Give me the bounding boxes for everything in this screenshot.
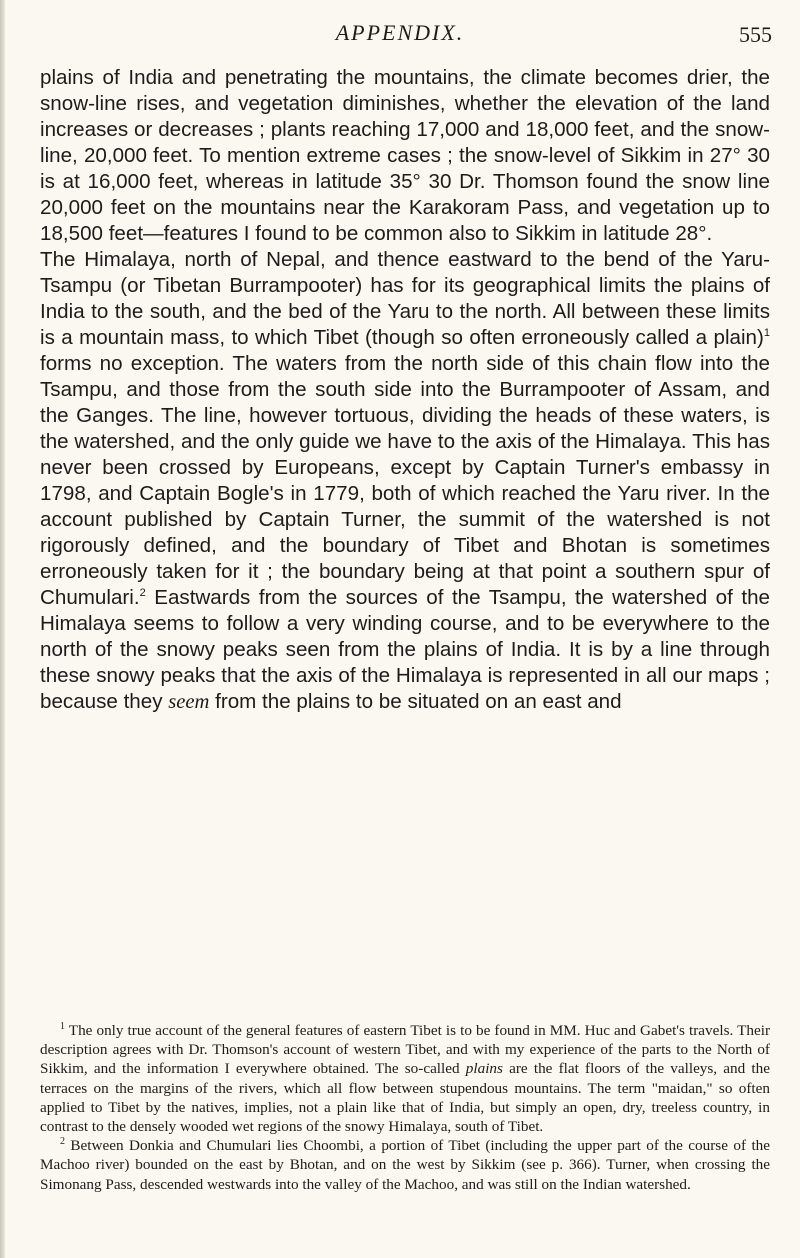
page-number: 555: [739, 22, 772, 47]
footnote-1-part-b: are the flat floors of the valleys, and the terraces on the margins of the rivers, which all flow between stupendous mountains. The term "maidan," so often applied to Tibet by the natives, implies, not a plain like that of India, but simply an open, dry, treeless country, in contrast to the densely wooded wet regions of the snowy Himalaya, south of Tibet.: [40, 1060, 770, 1136]
paragraph-2-part-a: The Himalaya, north of Nepal, and thence eastward to the bend of the Yaru-Tsampu (or Tibetan Burrampooter) has for its geographical limits the plains of India to the south, and the bed of the Yaru to the north. All between these limits is a mountain mass, to which Tibet (though so often erroneously called a plain): [40, 248, 770, 349]
footnote-ref-1: 1: [763, 327, 770, 340]
paragraph-2-part-d: from the plains to be situated on an east and: [209, 690, 622, 713]
footnote-2: [40, 1136, 770, 1194]
paragraph-1: plains of India and penetrating the mountains, the climate becomes drier, the snow-line rises, and vegetation diminishes, whether the elevation of the land increases or decreases ; plants reaching 17,000 and 18,000 feet, and the snow-line, 20,000 feet. To mention extreme cases ; the snow-level of Sikkim in 27° 30 is at 16,000 feet, whereas in latitude 35° 30 Dr. Thomson found the snow line 20,000 feet on the mountains near the Karakoram Pass, and vegetation up to 18,500 feet—features I found to be common also to Sikkim in latitude 28°.: [40, 66, 770, 245]
paragraph-2-part-c: Eastwards from the sources of the Tsampu, the watershed of the Himalaya seems to follow a very winding course, and to be everywhere to the north of the snowy peaks seen from the plains of India. It is by a line through these snowy peaks that the axis of the Himalaya is represented in all our maps ; because they: [40, 586, 770, 713]
emphasis-seem: seem: [168, 691, 210, 713]
page-edge: [0, 0, 5, 1258]
paragraph-2: [40, 247, 770, 715]
footnote-1-mark: 1: [60, 1020, 65, 1032]
footnote-1: [40, 1021, 770, 1136]
paragraph-2-part-b: forms no exception. The waters from the north side of this chain flow into the Tsampu, and those from the south side into the Burrampooter of Assam, and the Ganges. The line, however tortuous, dividing the heads of these waters, is the watershed, and the only guide we have to the axis of the Himalaya. This has never been crossed by Europeans, except by Captain Turner's embassy in 1798, and Captain Bogle's in 1779, both of which reached the Yaru river. In the account published by Captain Turner, the summit of the watershed is not rigorously defined, and the boundary of Tibet and Bhotan is sometimes erroneously taken for it ; the boundary being at that point a southern spur of Chumulari.: [40, 352, 770, 609]
emphasis-plains: plains: [465, 1060, 503, 1078]
running-head: [0, 20, 800, 50]
body-text: [40, 65, 770, 715]
footnote-2-mark: 2: [60, 1136, 65, 1148]
footnotes: [40, 1021, 770, 1194]
running-head-title: APPENDIX.: [335, 20, 465, 45]
footnote-2-text: Between Donkia and Chumulari lies Choombi, a portion of Tibet (including the upper part of the course of the Machoo river) bounded on the east by Bhotan, and on the west by Sikkim (see p. 366). Turner, when crossing the Simonang Pass, descended westwards into the valley of the Machoo, and was still on the Indian watershed.: [40, 1137, 770, 1193]
footnote-1-part-a: The only true account of the general features of eastern Tibet is to be found in MM. Huc and Gabet's travels. Their description agrees with Dr. Thomson's account of western Tibet, and with my experience of the parts to the North of Sikkim, and the information I everywhere obtained. The so-called: [40, 1022, 770, 1078]
footnote-ref-2: 2: [139, 587, 146, 600]
